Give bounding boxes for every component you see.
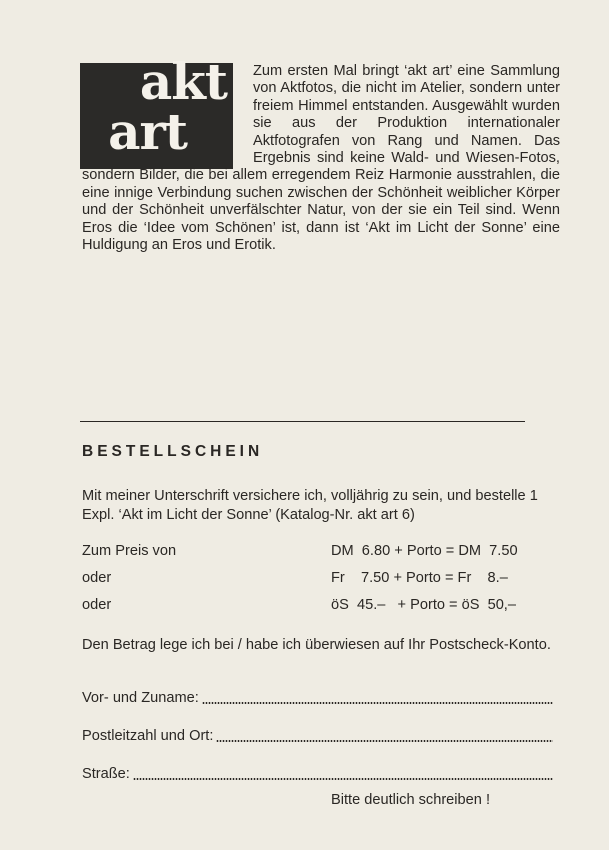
payment-note: Den Betrag lege ich bei / habe ich überwiesen auf Ihr Postscheck-Konto.: [82, 637, 551, 653]
price-value: öS 45.– + Porto = öS 50,–: [331, 597, 516, 613]
price-value: DM 6.80 + Porto = DM 7.50: [331, 543, 518, 559]
order-form-heading: BESTELLSCHEIN: [82, 443, 264, 460]
street-field[interactable]: [82, 764, 553, 784]
name-field-label: Vor- und Zuname:: [82, 690, 199, 706]
postal-field-line[interactable]: [216, 740, 553, 742]
postal-field[interactable]: [82, 726, 553, 746]
intro-paragraph: [82, 63, 560, 254]
logo-spacer: [82, 63, 253, 166]
price-value: Fr 7.50 + Porto = Fr 8.–: [331, 570, 508, 586]
name-field-line[interactable]: [202, 702, 553, 704]
price-row-fr: [82, 568, 562, 588]
order-declaration: Mit meiner Unterschrift versichere ich, volljährig zu sein, und bestelle 1 Expl. ‘Akt im Licht der Sonne’ (Katalog-Nr. akt art 6): [82, 488, 538, 523]
section-divider: [80, 421, 525, 422]
price-row-os: [82, 595, 562, 615]
price-label: oder: [82, 597, 112, 613]
name-field[interactable]: [82, 688, 553, 708]
intro-text: Zum ersten Mal bringt ‘akt art’ eine Sammlung von Aktfotos, die nicht im Atelier, sondern unter freiem Himmel entstanden. Ausgewählt wurden sie aus der Produktion internationaler Aktfotografen von Rang und Namen. Das Ergebnis sind keine Wald- und Wiesen-Fotos, sondern Bilder, die bei allem erregendem Reiz Harmonie ausstrahlen, die eine innige Verbindung suchen zwischen der Schönheit weiblicher Körper und der Schönheit unverfälschter Natur, von der sie ein Teil sind. Wenn Eros die ‘Idee vom Schönen’ ist, dann ist ‘Akt im Licht der Sonne’ eine Huldigung an Eros und Erotik.: [82, 63, 560, 254]
price-label: oder: [82, 570, 112, 586]
street-field-line[interactable]: [133, 778, 553, 780]
postal-field-label: Postleitzahl und Ort:: [82, 728, 214, 744]
price-row-dm: [82, 541, 562, 561]
write-clearly-note: Bitte deutlich schreiben !: [331, 792, 490, 808]
logo-line-2: art: [108, 102, 187, 161]
logo-line-1: akt: [139, 52, 227, 111]
street-field-label: Straße:: [82, 766, 130, 782]
price-label: Zum Preis von: [82, 543, 177, 559]
